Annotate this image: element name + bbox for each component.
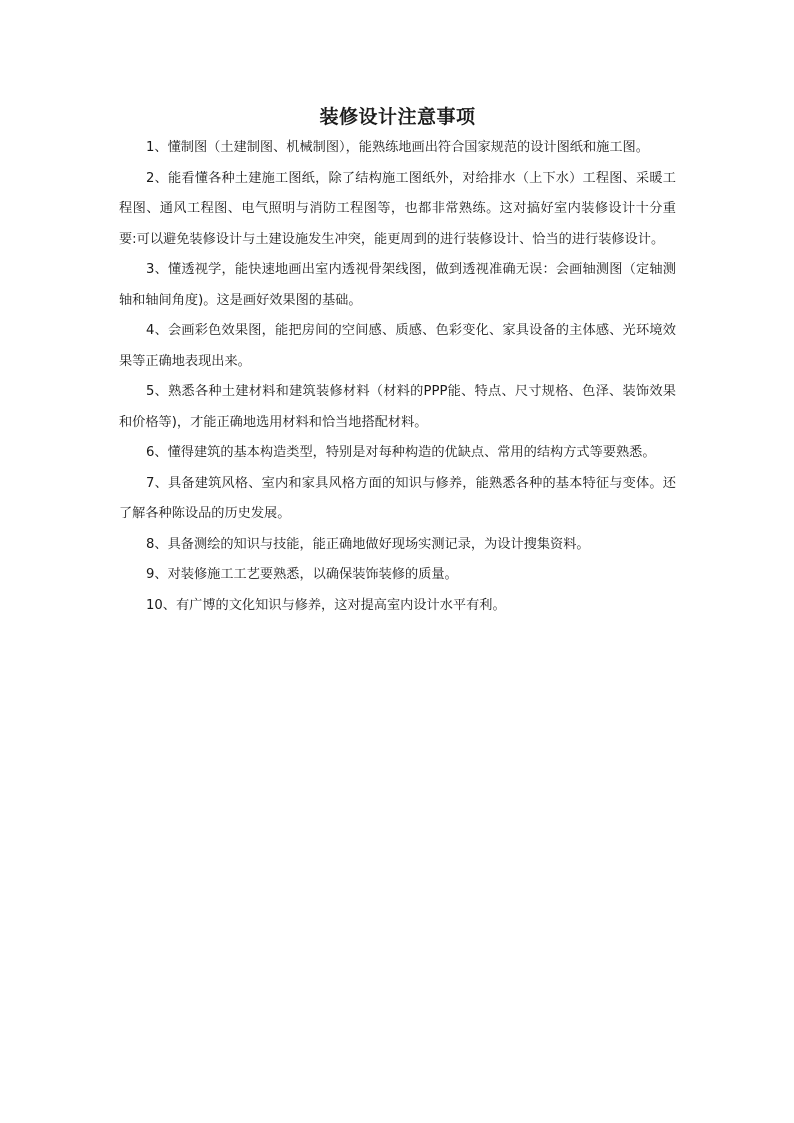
paragraph-9: 9、对装修施工工艺要熟悉，以确保装饰装修的质量。	[146, 567, 458, 582]
paragraph-4: 4、会画彩色效果图，能把房间的空间感、质感、色彩变化、家具设备的主体感、光环境效果等正确地表现出来。	[119, 323, 676, 369]
paragraph-5: 5、熟悉各种土建材料和建筑装修材料（材料的PPP能、特点、尺寸规格、色泽、装饰效果和价格等)，才能正确地选用材料和恰当地搭配材料。	[119, 384, 676, 430]
document-title: 装修设计注意事项	[319, 106, 476, 128]
paragraph-2: 2、能看懂各种土建施工图纸，除了结构施工图纸外，对给排水（上下水）工程图、采暖工程图、通风工程图、电气照明与消防工程图等，也都非常熟练。这对搞好室内装修设计十分重要:可以避免装修设计与土建设施发生冲突，能更周到的进行装修设计、恰当的进行装修设计。	[119, 170, 676, 247]
paragraph-7: 7、具备建筑风格、室内和家具风格方面的知识与修养，能熟悉各种的基本特征与变体。还了解各种陈设品的历史发展。	[119, 475, 676, 521]
paragraph-3: 3、懂透视学，能快速地画出室内透视骨架线图，做到透视准确无误：会画轴测图（定轴测轴和轴间角度)。这是画好效果图的基础。	[119, 262, 676, 308]
paragraph-10: 10、有广博的文化知识与修养，这对提高室内设计水平有利。	[146, 597, 506, 613]
paragraph-8: 8、具备测绘的知识与技能，能正确地做好现场实测记录，为设计搜集资料。	[146, 536, 590, 552]
document-body	[119, 102, 676, 621]
paragraph-6: 6、懂得建筑的基本构造类型，特别是对每种构造的优缺点、常用的结构方式等要熟悉。	[146, 445, 656, 460]
paragraph-1: 1、懂制图（土建制图、机械制图），能熟练地画出符合国家规范的设计图纸和施工图。	[146, 140, 649, 155]
